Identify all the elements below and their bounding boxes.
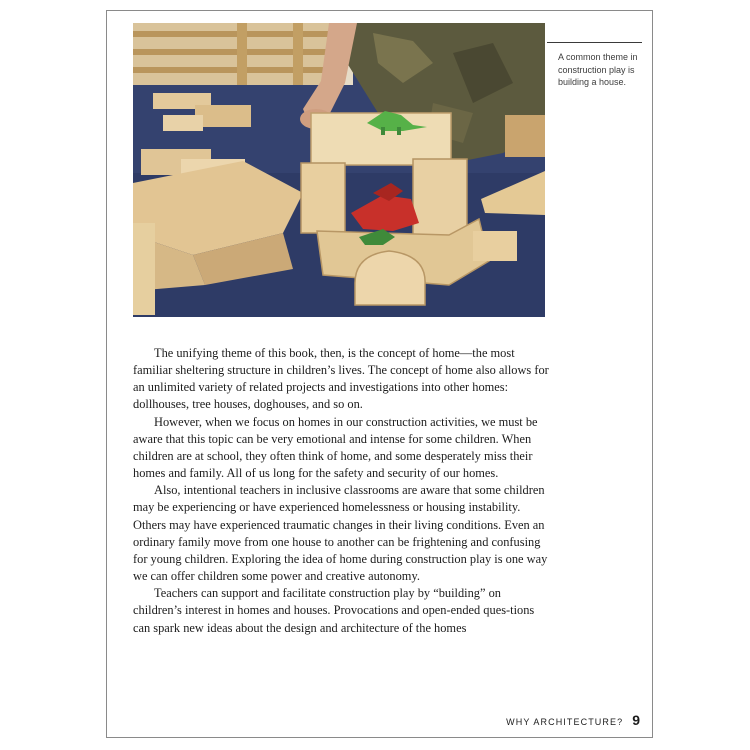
body-paragraph: The unifying theme of this book, then, is the concept of home—the most familiar sheltering structure in children’s lives. The concept of home also allows for an unlimited variety of related projects and investigations into other homes: dollhouses, tree houses, doghouses, and so on. — [133, 346, 549, 412]
body-paragraph: Also, intentional teachers in inclusive classrooms are aware that some children may be experiencing or have experienced homelessness or housing instability. Others may have experienced traumatic changes in their living conditions. Even an ordinary family move from one house to another can be frightening and confusing for young children. Exploring the idea of home during construction play is one way we can offer children some power and creative autonomy. — [133, 483, 548, 584]
block-house-photo — [133, 23, 545, 317]
page-footer — [506, 712, 640, 728]
caption-rule — [547, 42, 642, 43]
photo-illustration — [133, 23, 545, 317]
body-text — [133, 345, 549, 637]
body-paragraph: Teachers can support and facilitate construction play by “building” on children’s interest in homes and houses. Provocations and open-ended ques-tions can spark new ideas about the design and architecture of the homes — [133, 586, 535, 635]
page-number: 9 — [632, 712, 640, 728]
body-paragraph: However, when we focus on homes in our construction activities, we must be aware that this topic can be very emotional and intense for some children. When children are at school, they often think of home, and some desperately miss their homes and family. All of us long for the safety and security of our homes. — [133, 414, 538, 481]
running-title: WHY ARCHITECTURE? — [506, 717, 624, 727]
photo-caption: A common theme in construction play is building a house. — [558, 52, 638, 87]
book-page — [106, 10, 653, 738]
